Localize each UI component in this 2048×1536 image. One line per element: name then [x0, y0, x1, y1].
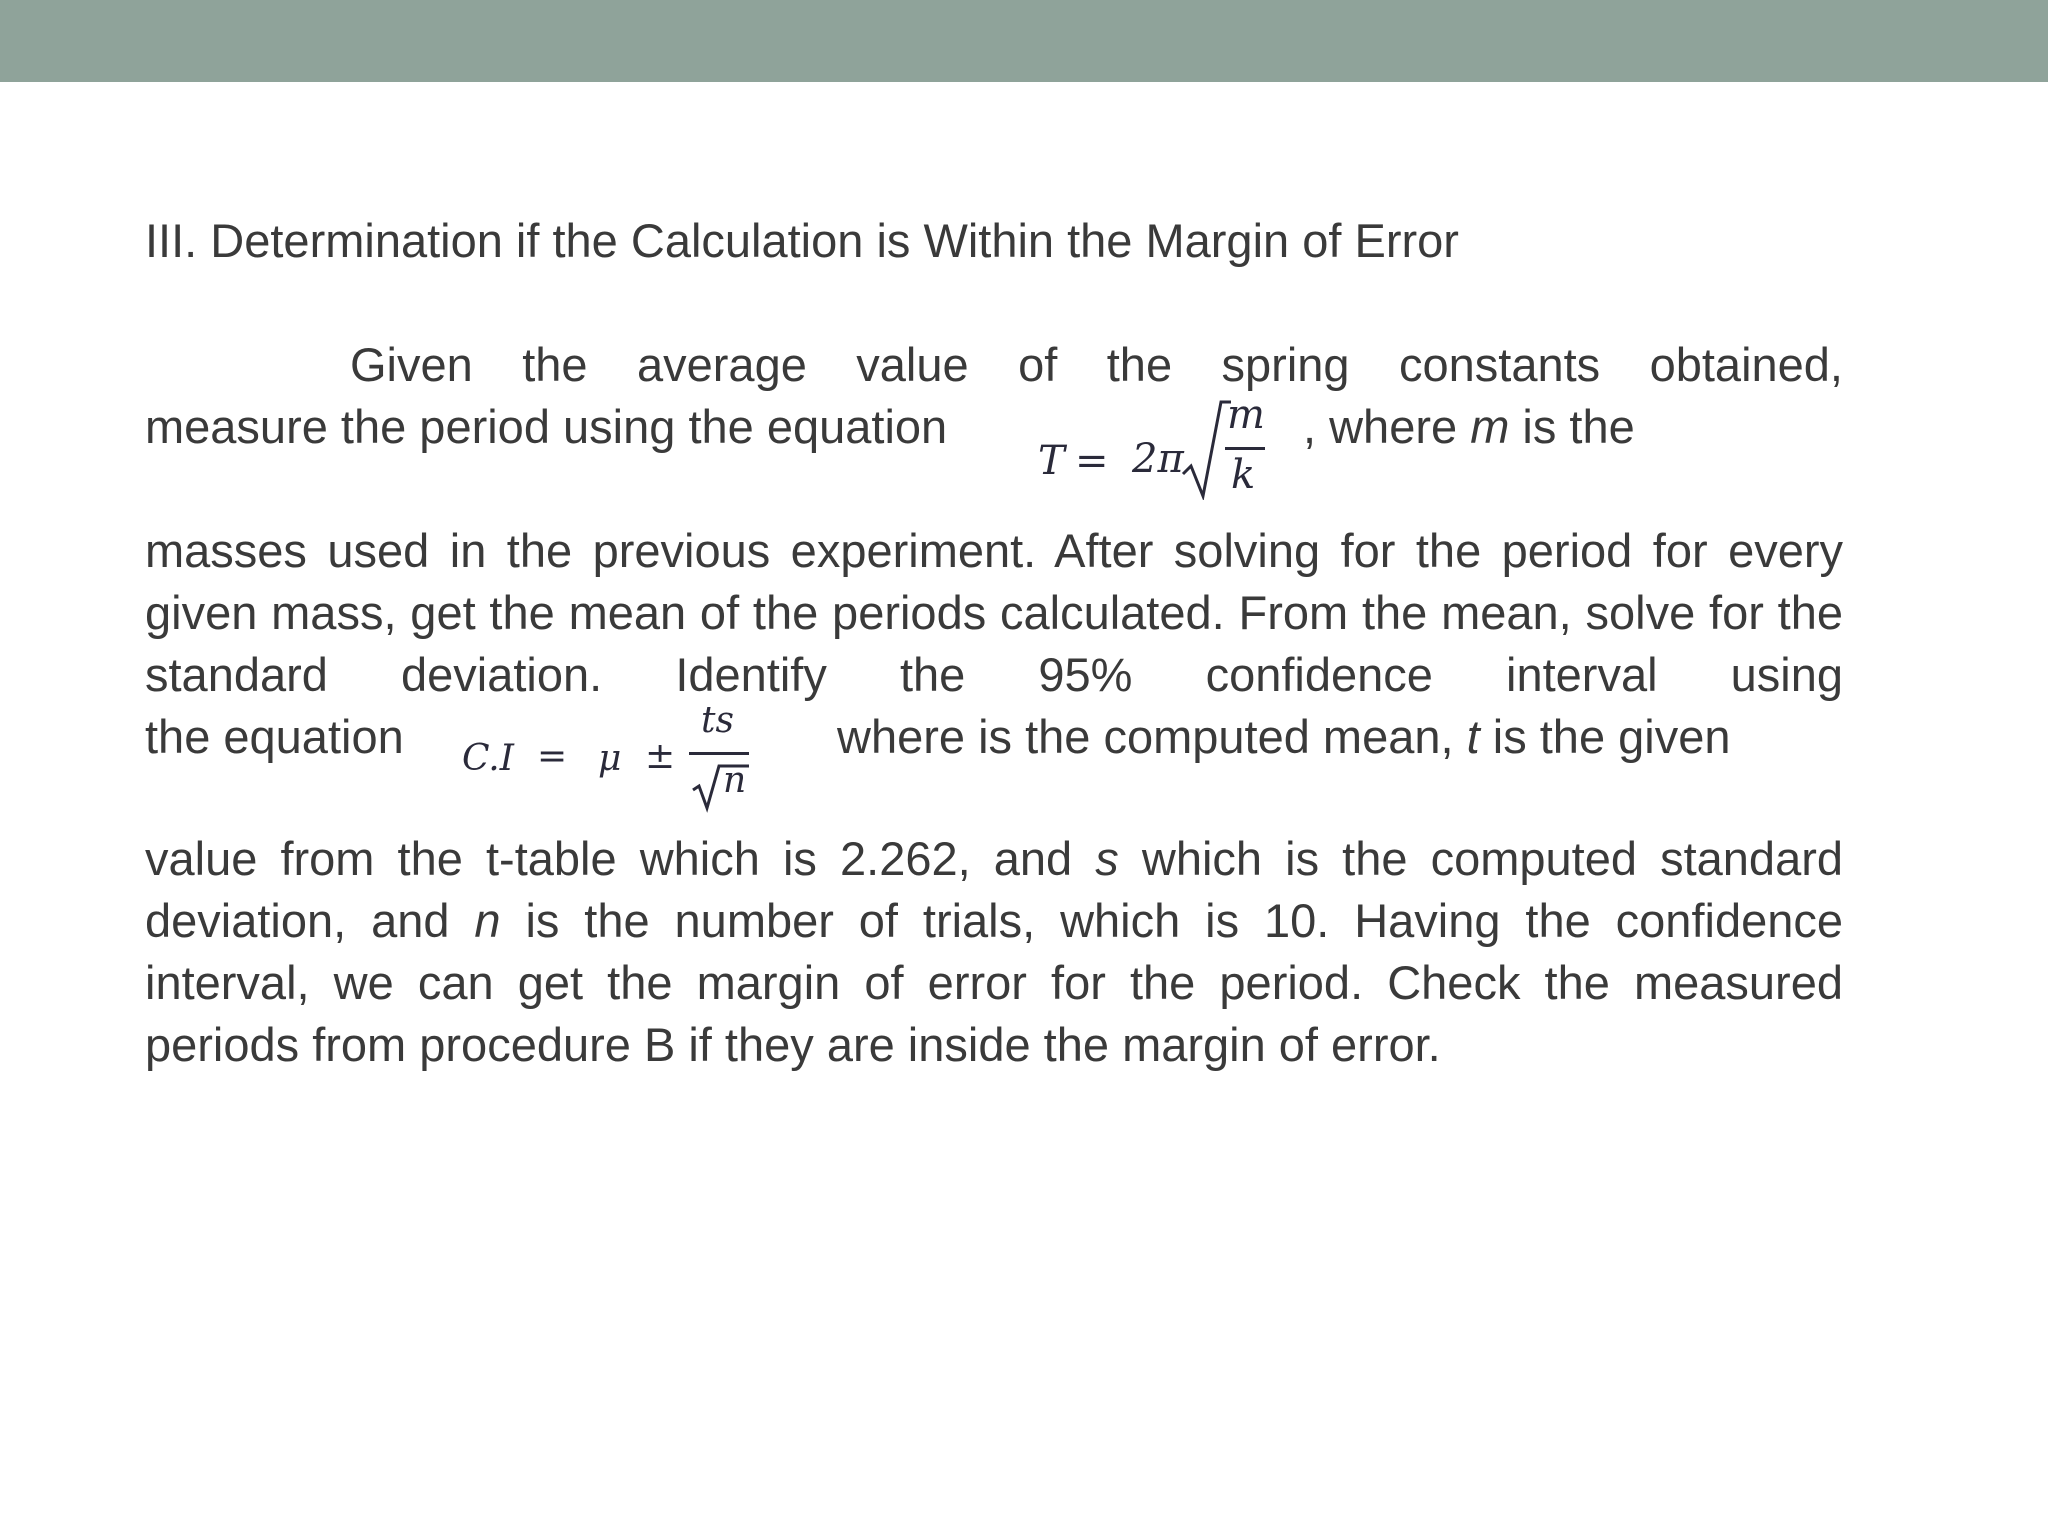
text-where-mean-b: is the given [1479, 710, 1731, 763]
eq-ci-mu: μ [598, 738, 622, 779]
eq-ci-plus-minus: ± [645, 736, 676, 777]
eq-period-fraction-bar [1225, 447, 1265, 450]
text-t-table-a: value from the t-table which is 2.262, and [145, 832, 1096, 885]
equation-line-period [145, 396, 947, 458]
text-the-equation [145, 706, 404, 768]
text-where-mean-a: where is the computed mean, [837, 710, 1467, 763]
text-where-mean [837, 706, 1731, 768]
var-s: s [1095, 832, 1119, 885]
text-where-m-a: , where [1303, 400, 1471, 453]
eq-ci-lhs: C.I [462, 738, 514, 779]
text-where-m [1303, 396, 1635, 458]
text-measure-period: measure the period using the equation [145, 400, 948, 453]
paragraph-intro: Given the average value of the spring constants obtained, [350, 338, 1843, 391]
paragraph-t-table [145, 828, 1843, 1076]
eq-ci-numerator: ts [701, 700, 734, 741]
eq-period-lhs: T [1038, 438, 1065, 484]
top-band [0, 0, 2048, 82]
section-heading: III. Determination if the Calculation is Within the Margin of Error [145, 214, 1459, 267]
text-the-equation-label: the equation [145, 710, 404, 763]
eq-ci-fraction-bar [689, 752, 749, 755]
eq-period-denominator: k [1231, 452, 1256, 498]
var-t: t [1466, 710, 1480, 763]
text-t-table-b: which is the computed standard deviation, and [145, 832, 1844, 947]
slide-content [145, 210, 1844, 1071]
var-m: m [1470, 400, 1510, 453]
eq-period-numerator: m [1227, 392, 1265, 438]
eq-period-coef: 2π [1132, 436, 1184, 482]
eq-period-equals: = [1075, 438, 1109, 484]
text-t-table-c: is the number of trials, which is 10. Having the confidence interval, we can get the margin of error for the period. Check the measured periods from procedure B if they are inside the margin of error. [145, 894, 1843, 1071]
paragraph-masses: masses used in the previous experiment. After solving for the period for every given mass, get the mean of the periods calculated. From the mean, solve for the standard deviation. Identify the 95% confidence interval using [145, 524, 1843, 701]
text-where-m-b: is the [1509, 400, 1635, 453]
eq-ci-equals: = [537, 736, 568, 777]
var-n: n [474, 894, 501, 947]
eq-ci-denominator: n [723, 760, 747, 801]
